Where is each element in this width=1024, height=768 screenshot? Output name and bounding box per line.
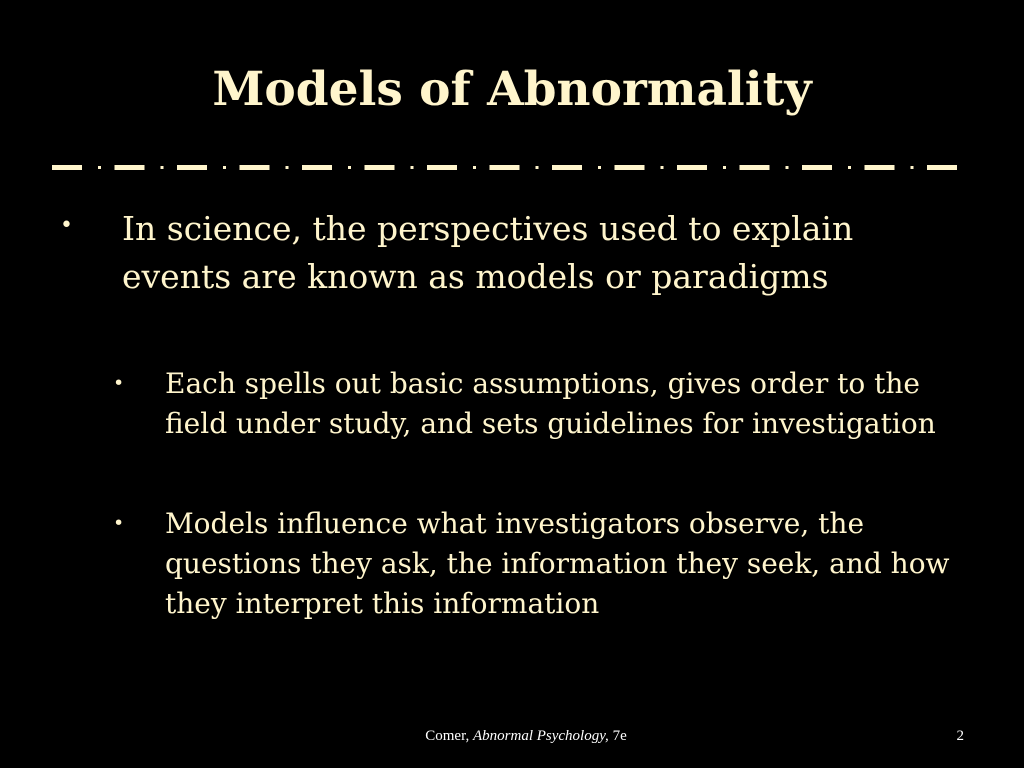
page-number: 2	[956, 728, 964, 744]
footer-book-title: Abnormal Psychology,	[472, 728, 609, 744]
slide-title: Models of Abnormality	[212, 62, 812, 117]
footer-edition: 7e	[612, 728, 627, 744]
bullet-text: In science, the perspectives used to explain events are known as models or paradigms	[122, 209, 854, 296]
sub-bullet-icon: •	[113, 372, 125, 394]
footer-citation	[0, 728, 1024, 745]
sub-bullet-icon: •	[113, 512, 125, 534]
bullet-icon: •	[60, 213, 73, 238]
footer-author: Comer,	[425, 728, 470, 744]
sub-bullet-text: Each spells out basic assumptions, gives order to the field under study, and sets guidelines for investigation	[165, 367, 936, 440]
sub-bullet-text: Models influence what investigators observe, the questions they ask, the information they seek, and how they interpret this information	[165, 507, 950, 620]
